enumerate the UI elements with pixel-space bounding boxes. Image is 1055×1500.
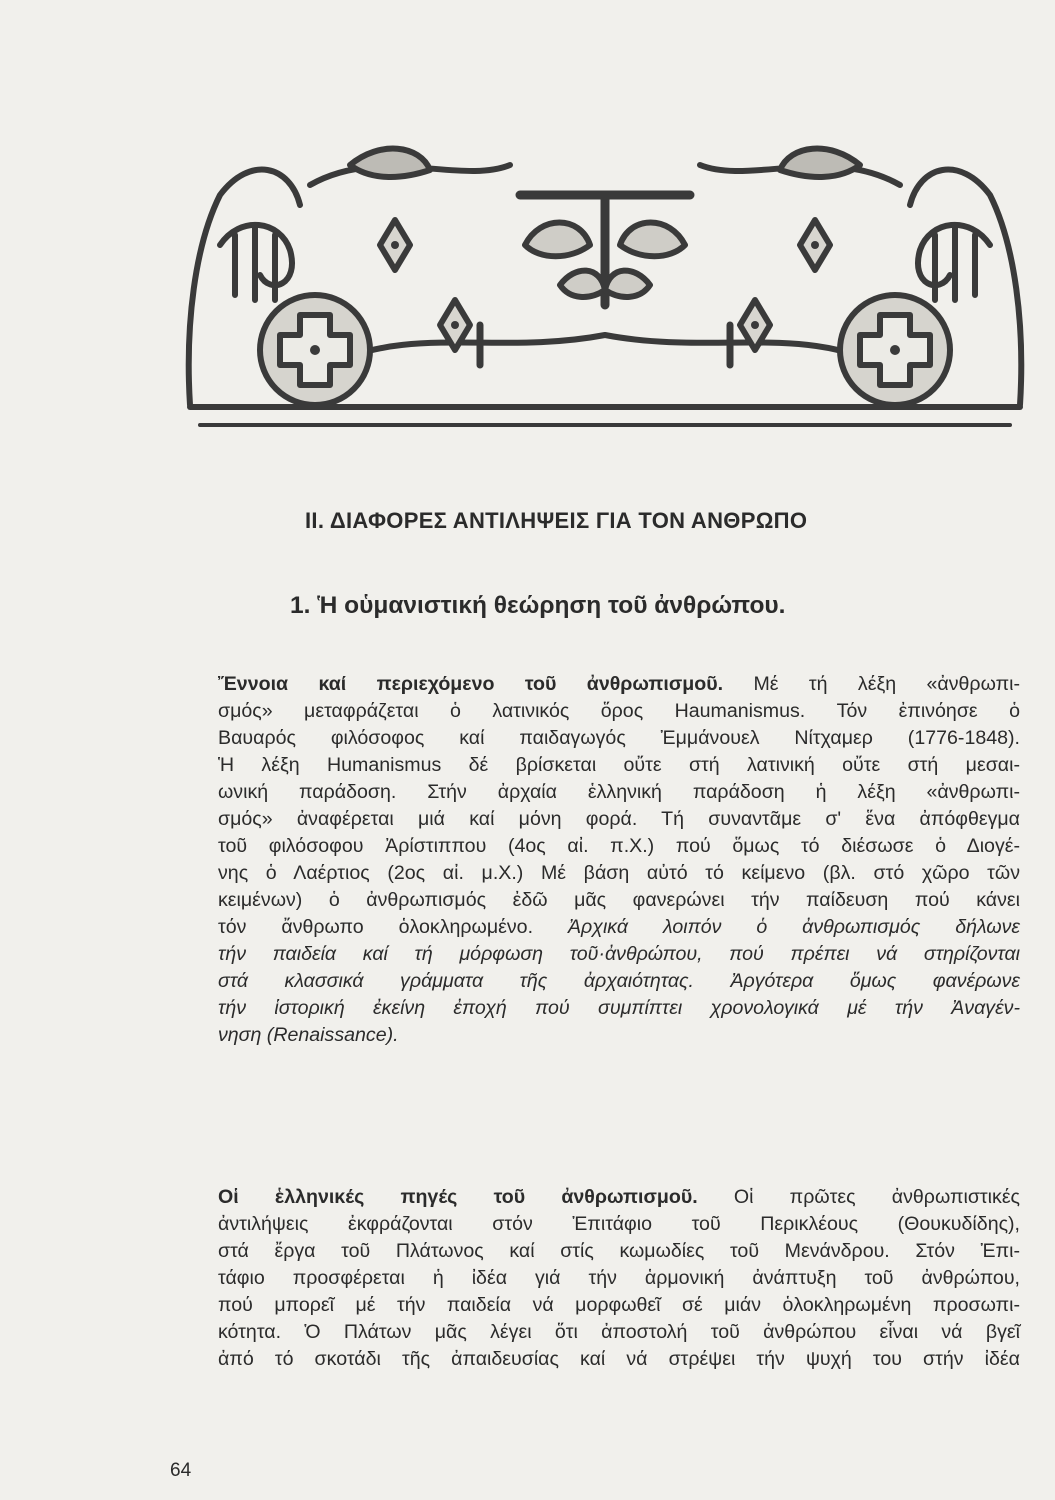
text-line: κότητα. Ὁ Πλάτων μᾶς λέγει ὅτι ἀποστολή τοῦ ἀνθρώπου εἶναι νά βγεῖ <box>218 1321 1020 1343</box>
text-segment: Οἱ πρῶτες ἀνθρωπιστικές <box>697 1186 1020 1208</box>
text-line: τοῦ φιλόσοφου Ἀρίστιππου (4ος αἰ. π.Χ.) πού ὅμως τό διέσωσε ὁ Διογέ- <box>218 835 1020 857</box>
text-line: στά ἔργα τοῦ Πλάτωνος καί στίς κωμωδίες τοῦ Μενάνδρου. Στόν Ἐπι- <box>218 1240 1020 1262</box>
text-line: τήν ἱστορική ἐκείνη ἐποχή πού συμπίπτει χρονολογικά μέ τήν Ἀναγέν- <box>218 997 1020 1019</box>
text-segment: τόν ἄνθρωπο ὁλοκληρωμένο. <box>218 916 568 938</box>
text-line: Βαυαρός φιλόσοφος καί παιδαγωγός Ἐμμάνουελ Νίτχαμερ (1776-1848). <box>218 727 1020 749</box>
text-line: σμός» μεταφράζεται ὁ λατινικός ὅρος Haumanismus. Τόν ἐπινόησε ὁ <box>218 700 1020 722</box>
section-title: 1. Ἡ οὑμανιστική θεώρηση τοῦ ἀνθρώπου. <box>290 592 786 619</box>
paragraph-heading: Οἱ ἑλληνικές πηγές τοῦ ἀνθρωπισμοῦ. <box>218 1186 698 1208</box>
decorative-ornament-banner <box>180 125 1030 430</box>
page-number: 64 <box>170 1460 192 1481</box>
text-line: Ἡ λέξη Humanismus δέ βρίσκεται οὔτε στή λατινική οὔτε στή μεσαι- <box>218 754 1020 776</box>
text-line: πού μπορεῖ μέ τήν παιδεία νά μορφωθεῖ σέ μιάν ὁλοκληρωμένη προσωπι- <box>218 1294 1020 1316</box>
text-line: στά κλασσικά γράμματα τῆς ἀρχαιότητας. Ἀργότερα ὅμως φανέρωνε <box>218 970 1020 992</box>
text-segment: Μέ τή λέξη «ἀνθρωπι- <box>723 673 1020 695</box>
paragraph-heading: Ἔννοια καί περιεχόμενο τοῦ ἀνθρωπισμοῦ. <box>218 673 724 695</box>
text-line: τήν παιδεία καί τή μόρφωση τοῦ·ἀνθρώπου, πού πρέπει νά στηρίζονται <box>218 943 1020 965</box>
chapter-heading: ΙΙ. ΔΙΑΦΟΡΕΣ ΑΝΤΙΛΗΨΕΙΣ ΓΙΑ ΤΟΝ ΑΝΘΡΩΠΟ <box>305 508 808 533</box>
text-line: κειμένων) ὁ ἀνθρωπισμός ἐδῶ μᾶς φανερώνει τήν παίδευση πού κάνει <box>218 889 1020 911</box>
text-line <box>218 1184 1020 1211</box>
text-line: ωνική παράδοση. Στήν ἀρχαία ἑλληνική παράδοση ἡ λέξη «ἀνθρωπι- <box>218 781 1020 803</box>
text-line: νηση (Renaissance). <box>218 1024 399 1046</box>
text-line: σμός» ἀναφέρεται μιά καί μόνη φορά. Τή συναντᾶμε σ' ἕνα ἀπόφθεγμα <box>218 808 1020 830</box>
text-line: τάφιο προσφέρεται ἡ ἰδέα γιά τήν ἁρμονική ἀνάπτυξη τοῦ ἀνθρώπου, <box>218 1267 1020 1289</box>
text-line: ἀπό τό σκοτάδι τῆς ἀπαιδευσίας καί νά στρέψει τήν ψυχή του στήν ἰδέα <box>218 1348 1020 1370</box>
italic-text-segment: Ἀρχικά λοιπόν ὁ ἀνθρωπισμός δήλωνε <box>567 916 1020 938</box>
paragraph-humanism-concept <box>218 671 1020 1049</box>
paragraph-greek-sources <box>218 1184 1020 1373</box>
text-line <box>218 914 1020 941</box>
text-line <box>218 671 1020 698</box>
text-line: νης ὁ Λαέρτιος (2ος αἰ. μ.Χ.) Μέ βάση αὐτό τό κείμενο (βλ. στό χῶρο τῶν <box>218 862 1020 884</box>
text-line: ἀντιλήψεις ἐκφράζονται στόν Ἐπιτάφιο τοῦ Περικλέους (Θουκυδίδης), <box>218 1213 1020 1235</box>
